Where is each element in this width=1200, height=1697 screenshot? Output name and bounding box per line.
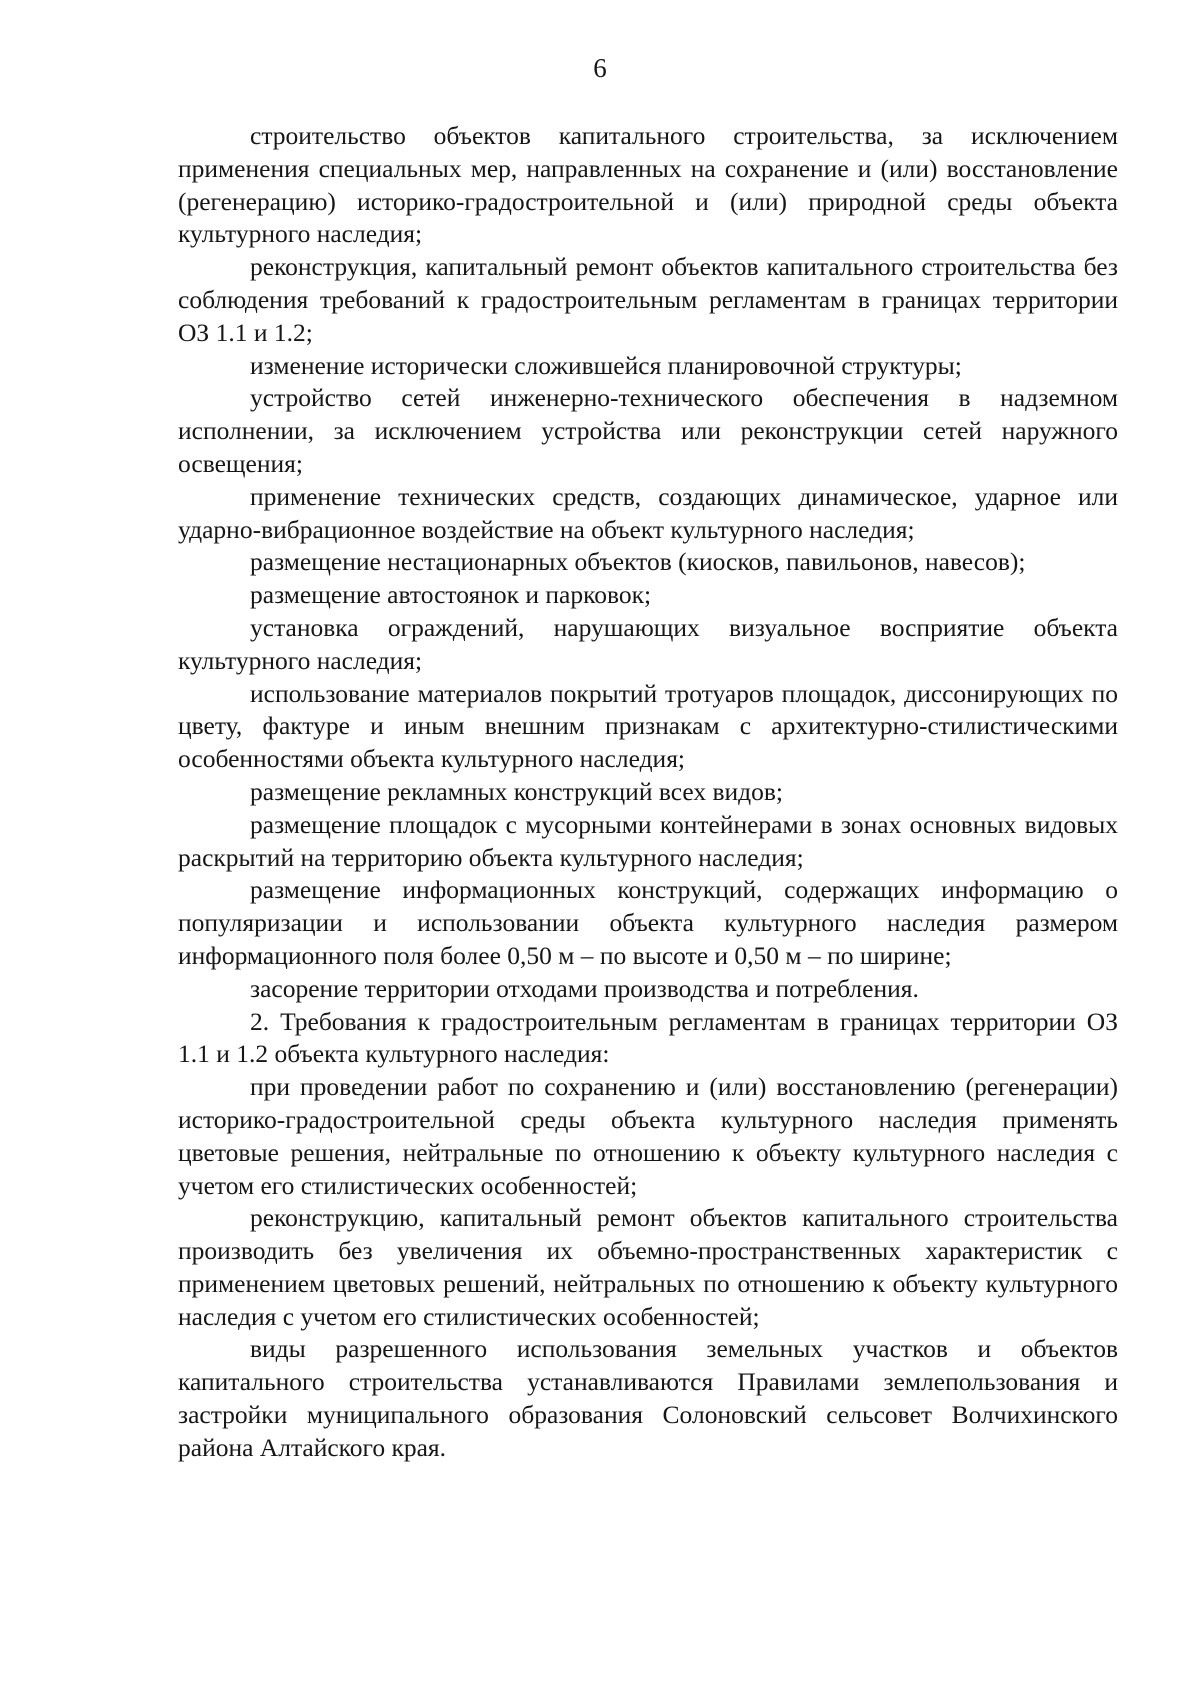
paragraph-15: при проведении работ по сохранению и (или) восстановлению (регенерации) историко-градостроительной среды объекта культурного наследия применять цветовые решения, нейтральные по отношению к объекту культурного наследия с учетом его стилистических особенностей; [178,1072,1118,1200]
paragraph-1: строительство объектов капитального строительства, за исключением применения специальных мер, направленных на сохранение и (или) восстановление (регенерацию) историко-градостроительной и (или) природной среды объекта культурного наследия; [178,121,1118,249]
paragraph-5: применение технических средств, создающих динамическое, ударное или ударно-вибрационное воздействие на объект культурного наследия; [178,481,1118,544]
paragraph-4: устройство сетей инженерно-технического обеспечения в надземном исполнении, за исключением устройства или реконструкции сетей наружного освещения; [178,383,1118,478]
paragraph-2: реконструкция, капитальный ремонт объектов капитального строительства без соблюдения требований к градостроительным регламентам в границах территории ОЗ 1.1 и 1.2; [178,252,1118,347]
section-heading-2: 2. Требования к градостроительным регламентам в границах территории ОЗ 1.1 и 1.2 объекта культурного наследия: [178,1006,1118,1069]
paragraph-17: виды разрешенного использования земельных участков и объектов капитального строительства устанавливаются Правилами землепользования и застройки муниципального образования Солоновский сельсовет Волчихинского района Алтайского края. [178,1334,1118,1462]
paragraph-12: размещение информационных конструкций, содержащих информацию о популяризации и использовании объекта культурного наследия размером информационного поля более 0,50 м – по высоте и 0,50 м – по ширине; [178,875,1118,970]
paragraph-11: размещение площадок с мусорными контейнерами в зонах основных видовых раскрытий на территорию объекта культурного наследия; [178,809,1118,872]
document-body [178,120,1118,1465]
paragraph-7: размещение автостоянок и парковок; [250,580,652,610]
page-number: 6 [593,53,607,83]
paragraph-13: засорение территории отходами производства и потребления. [250,973,919,1003]
paragraph-3: изменение исторически сложившейся планировочной структуры; [250,350,962,380]
paragraph-6: размещение нестационарных объектов (киосков, павильонов, навесов); [250,547,1026,577]
paragraph-10: размещение рекламных конструкций всех видов; [250,776,784,806]
paragraph-16: реконструкцию, капитальный ремонт объектов капитального строительства производить без увеличения их объемно-пространственных характеристик с применением цветовых решений, нейтральных по отношению к объекту культурного наследия с учетом его стилистических особенностей; [178,1203,1118,1331]
paragraph-9: использование материалов покрытий тротуаров площадок, диссонирующих по цвету, фактуре и иным внешним признакам с архитектурно-стилистическими особенностями объекта культурного наследия; [178,678,1118,774]
paragraph-8: установка ограждений, нарушающих визуальное восприятие объекта культурного наследия; [178,612,1118,675]
